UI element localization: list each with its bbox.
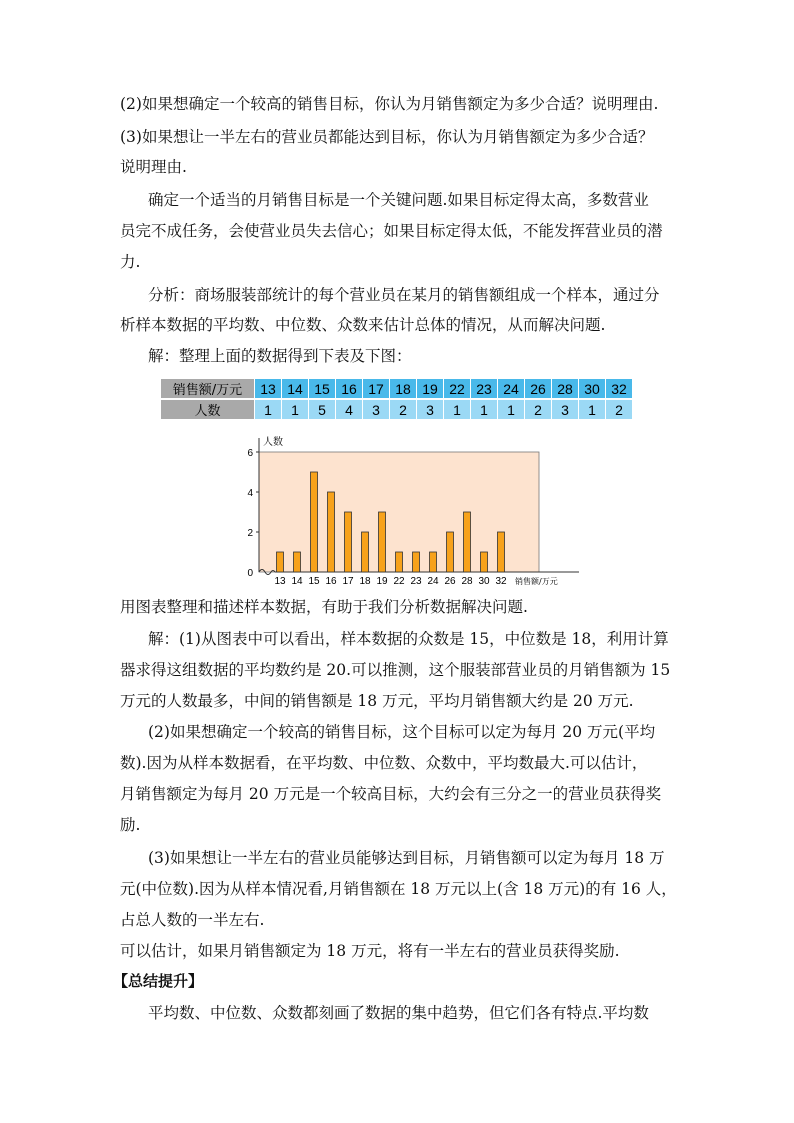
intro-line3: 力. [120, 253, 141, 271]
table-cell: 1 [444, 399, 471, 419]
x-tick-label: 17 [342, 576, 354, 586]
intro-line1: 确定一个适当的月销售目标是一个关键问题.如果目标定得太高，多数营业 [148, 191, 649, 209]
table-cell: 14 [282, 379, 309, 399]
answer1-line1: 解：(1)从图表中可以看出，样本数据的众数是 15，中位数是 18，利用计算 [148, 630, 669, 648]
analysis-line1: 分析：商场服装部统计的每个营业员在某月的销售额组成一个样本，通过分 [148, 286, 660, 304]
question-3-line1: (3)如果想让一半左右的营业员都能达到目标，你认为月销售额定为多少合适？ [120, 128, 654, 146]
x-tick-label: 23 [410, 576, 422, 586]
x-tick-label: 15 [308, 576, 320, 586]
table-cell: 4 [336, 399, 363, 419]
summary-heading: 【总结提升】 [113, 972, 204, 990]
y-axis-label: 人数 [263, 437, 283, 448]
question-3-line2: 说明理由. [120, 158, 187, 176]
x-tick-label: 30 [478, 576, 490, 586]
table-row-count [161, 399, 633, 419]
y-tick-label: 2 [247, 528, 253, 539]
intro-line2: 员完不成任务，会使营业员失去信心；如果目标定得太低，不能发挥营业员的潜 [120, 222, 663, 240]
table-header-sales: 销售额/万元 [161, 379, 255, 399]
y-tick-label: 6 [247, 448, 253, 459]
answer3-line3: 占总人数的一半左右. [120, 911, 265, 929]
x-tick-label: 26 [444, 576, 456, 586]
bar [294, 552, 301, 572]
bar [430, 552, 437, 572]
table-cell: 22 [444, 379, 471, 399]
table-cell: 30 [579, 379, 606, 399]
table-cell: 3 [417, 399, 444, 419]
analysis-line2: 析样本数据的平均数、中位数、众数来估计总体的情况，从而解决问题. [120, 316, 606, 334]
bar [328, 492, 335, 572]
x-tick-label: 16 [325, 576, 337, 586]
answer2-line4: 励. [120, 816, 141, 834]
y-tick-label: 0 [247, 568, 253, 579]
x-tick-label: 24 [427, 576, 439, 586]
y-tick-label: 4 [247, 488, 253, 499]
answer1-line3: 万元的人数最多，中间的销售额是 18 万元，平均月销售额大约是 20 万元. [120, 692, 634, 710]
table-cell: 32 [606, 379, 633, 399]
table-cell: 26 [525, 379, 552, 399]
answer3-line4: 可以估计，如果月销售额定为 18 万元，将有一半左右的营业员获得奖励. [120, 942, 620, 960]
table-cell: 18 [390, 379, 417, 399]
x-axis-label: 销售额/万元 [515, 577, 558, 586]
bar [481, 552, 488, 572]
answer2-line1: (2)如果想确定一个较高的销售目标，这个目标可以定为每月 20 万元(平均 [148, 723, 656, 741]
answer1-line2: 器求得这组数据的平均数约是 20.可以推测，这个服装部营业员的月销售额为 15 [120, 661, 671, 679]
table-row-sales [161, 379, 633, 399]
answer2-line3: 月销售额定为每月 20 万元是一个较高目标，大约会有三分之一的营业员获得奖 [120, 785, 662, 803]
bar [498, 532, 505, 572]
table-cell: 1 [282, 399, 309, 419]
table-cell: 19 [417, 379, 444, 399]
table-cell: 1 [471, 399, 498, 419]
sales-bar-chart [238, 434, 588, 586]
table-cell: 1 [255, 399, 282, 419]
bar [396, 552, 403, 572]
table-cell: 3 [363, 399, 390, 419]
after-chart-text: 用图表整理和描述样本数据，有助于我们分析数据解决问题. [120, 598, 528, 616]
bar [345, 512, 352, 572]
table-cell: 2 [525, 399, 552, 419]
solution-intro: 解：整理上面的数据得到下表及下图： [148, 347, 412, 365]
sales-table [161, 379, 633, 419]
bar [311, 472, 318, 572]
summary-line1: 平均数、中位数、众数都刻画了数据的集中趋势，但它们各有特点.平均数 [148, 1004, 649, 1022]
x-tick-label: 19 [376, 576, 388, 586]
x-tick-label: 13 [274, 576, 286, 586]
answer2-line2: 数).因为从样本数据看，在平均数、中位数、众数中，平均数最大.可以估计， [120, 754, 648, 772]
table-cell: 1 [498, 399, 525, 419]
x-tick-label: 18 [359, 576, 371, 586]
table-cell: 17 [363, 379, 390, 399]
table-cell: 5 [309, 399, 336, 419]
x-tick-label: 14 [291, 576, 303, 586]
table-cell: 2 [606, 399, 633, 419]
bar [447, 532, 454, 572]
table-cell: 24 [498, 379, 525, 399]
table-cell: 13 [255, 379, 282, 399]
table-cell: 16 [336, 379, 363, 399]
table-cell: 1 [579, 399, 606, 419]
table-cell: 15 [309, 379, 336, 399]
x-tick-label: 22 [393, 576, 405, 586]
bar [277, 552, 284, 572]
table-cell: 28 [552, 379, 579, 399]
x-tick-label: 28 [461, 576, 473, 586]
answer3-line2: 元(中位数).因为从样本情况看,月销售额在 18 万元以上(含 18 万元)的有 16 人， [120, 880, 677, 898]
bar [362, 532, 369, 572]
table-cell: 23 [471, 379, 498, 399]
table-cell: 3 [552, 399, 579, 419]
question-2: (2)如果想确定一个较高的销售目标，你认为月销售额定为多少合适？说明理由. [120, 95, 659, 113]
x-tick-label: 32 [495, 576, 507, 586]
bar [413, 552, 420, 572]
table-header-count: 人数 [161, 399, 255, 419]
answer3-line1: (3)如果想让一半左右的营业员能够达到目标，月销售额可以定为每月 18 万 [148, 849, 665, 867]
bar [464, 512, 471, 572]
bar [379, 512, 386, 572]
table-cell: 2 [390, 399, 417, 419]
